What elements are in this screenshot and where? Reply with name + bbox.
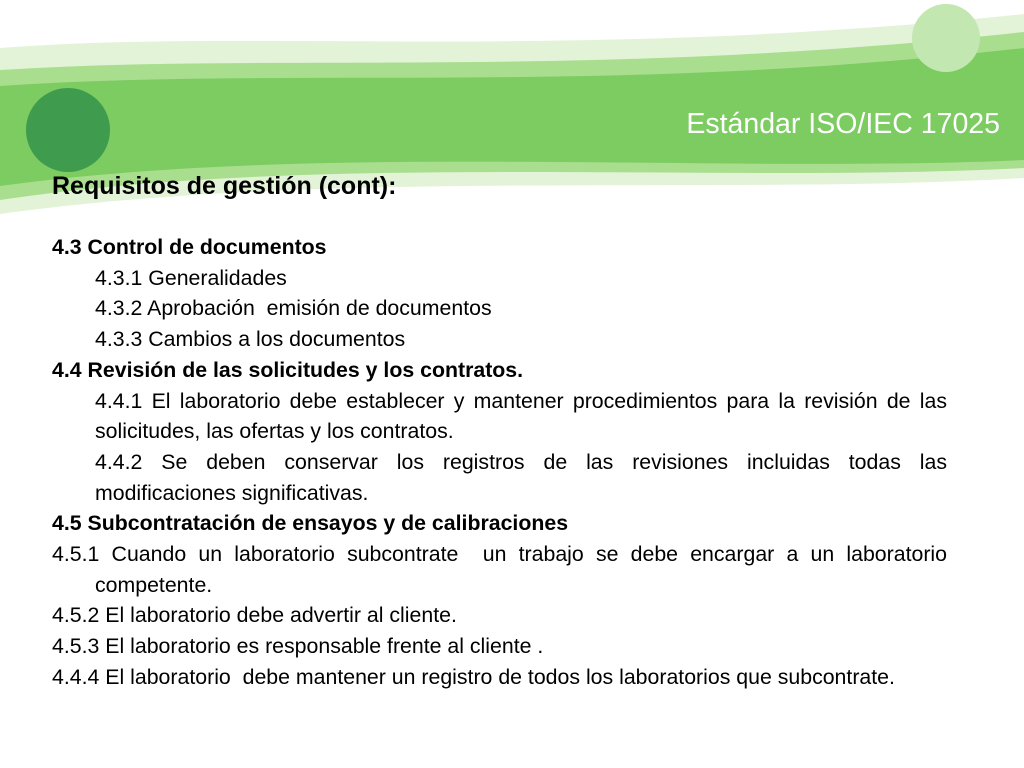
light-circle-decoration — [912, 4, 980, 72]
content-item-4-5-3: 4.5.3 El laboratorio es responsable frente al cliente . — [52, 634, 544, 659]
content-item-4-4-2: 4.4.2 Se deben conservar los registros de las revisiones incluidas todas las modificaciones significativas. — [95, 449, 953, 505]
content-heading-4-5: 4.5 Subcontratación de ensayos y de calibraciones — [52, 511, 569, 536]
content-item-4-5-1: 4.5.1 Cuando un laboratorio subcontrate un trabajo se debe encargar a un laboratorio competente. — [52, 542, 953, 597]
content-item-4-4-4: 4.4.4 El laboratorio debe mantener un registro de todos los laboratorios que subcontrate. — [52, 664, 895, 689]
dark-circle-decoration — [26, 88, 110, 172]
content-item-4-5-2: 4.5.2 El laboratorio debe advertir al cliente. — [52, 603, 457, 628]
content-item-4-3-1: 4.3.1 Generalidades — [95, 265, 287, 290]
content-item-4-4-1: 4.4.1 El laboratorio debe establecer y mantener procedimientos para la revisión de las solicitudes, las ofertas y los contratos. — [95, 388, 953, 444]
content-heading-4-4: 4.4 Revisión de las solicitudes y los contratos. — [52, 357, 524, 382]
content-heading-4-3: 4.3 Control de documentos — [52, 235, 327, 259]
content-item-4-3-3: 4.3.3 Cambios a los documentos — [95, 327, 406, 352]
section-heading: Requisitos de gestión (cont): — [52, 172, 397, 200]
content-item-4-3-2: 4.3.2 Aprobación emisión de documentos — [95, 296, 492, 321]
slide-title: Estándar ISO/IEC 17025 — [686, 108, 1000, 140]
slide-content — [52, 232, 953, 693]
